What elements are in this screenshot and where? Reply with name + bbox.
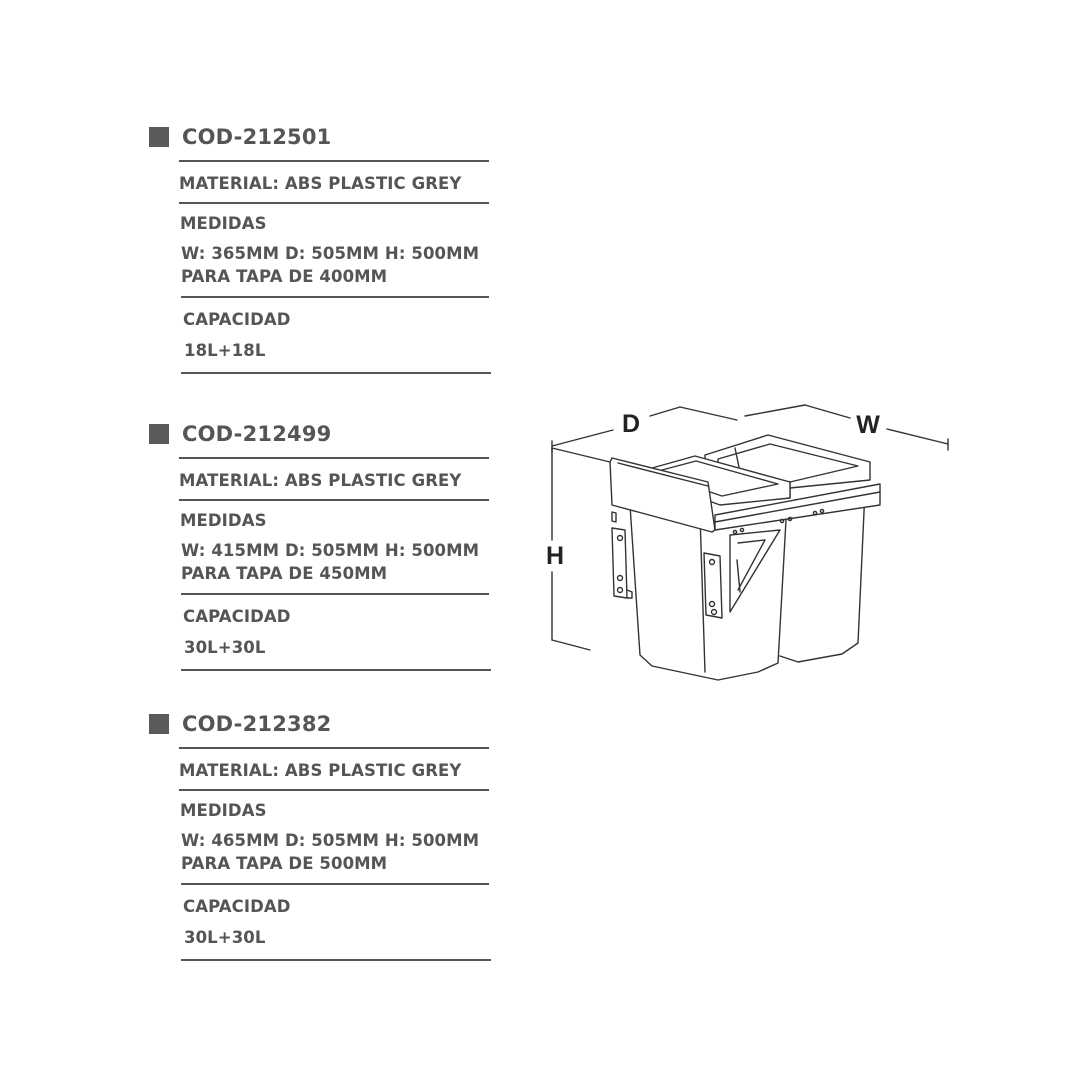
support-brace xyxy=(730,530,780,612)
height-label: H xyxy=(545,542,565,570)
capacidad-label: CAPACIDAD xyxy=(183,310,291,329)
divider xyxy=(181,959,491,961)
lid-text: PARA TAPA DE 500MM xyxy=(181,854,388,873)
divider xyxy=(181,296,489,298)
product-code: COD-212501 xyxy=(182,125,332,149)
divider xyxy=(181,669,491,671)
capacity-text: 30L+30L xyxy=(184,638,266,657)
dimensions-text: W: 365MM D: 505MM H: 500MM xyxy=(181,244,480,263)
divider xyxy=(179,747,489,749)
divider xyxy=(181,372,491,374)
medidas-label: MEDIDAS xyxy=(180,214,267,233)
bin-dimension-diagram xyxy=(540,395,960,695)
material-text: MATERIAL: ABS PLASTIC GREY xyxy=(179,471,462,490)
lid-text: PARA TAPA DE 400MM xyxy=(181,267,388,286)
capacidad-label: CAPACIDAD xyxy=(183,897,291,916)
material-text: MATERIAL: ABS PLASTIC GREY xyxy=(179,761,462,780)
product-code: COD-212499 xyxy=(182,422,332,446)
divider xyxy=(179,789,489,791)
divider xyxy=(179,457,489,459)
product-code: COD-212382 xyxy=(182,712,332,736)
product-header xyxy=(149,709,331,739)
divider xyxy=(181,593,489,595)
product-header xyxy=(149,419,331,449)
square-bullet-icon xyxy=(149,714,169,734)
divider xyxy=(179,499,489,501)
depth-label: D xyxy=(621,410,641,438)
dimensions-text: W: 465MM D: 505MM H: 500MM xyxy=(181,831,480,850)
depth-dimension-line xyxy=(552,407,737,452)
lid-text: PARA TAPA DE 450MM xyxy=(181,564,388,583)
medidas-label: MEDIDAS xyxy=(180,801,267,820)
divider xyxy=(179,202,489,204)
square-bullet-icon xyxy=(149,127,169,147)
square-bullet-icon xyxy=(149,424,169,444)
dimensions-text: W: 415MM D: 505MM H: 500MM xyxy=(181,541,480,560)
material-text: MATERIAL: ABS PLASTIC GREY xyxy=(179,174,462,193)
capacidad-label: CAPACIDAD xyxy=(183,607,291,626)
width-label: W xyxy=(856,411,880,439)
product-header xyxy=(149,122,331,152)
divider xyxy=(179,160,489,162)
divider xyxy=(181,883,489,885)
capacity-text: 30L+30L xyxy=(184,928,266,947)
medidas-label: MEDIDAS xyxy=(180,511,267,530)
capacity-text: 18L+18L xyxy=(184,341,266,360)
